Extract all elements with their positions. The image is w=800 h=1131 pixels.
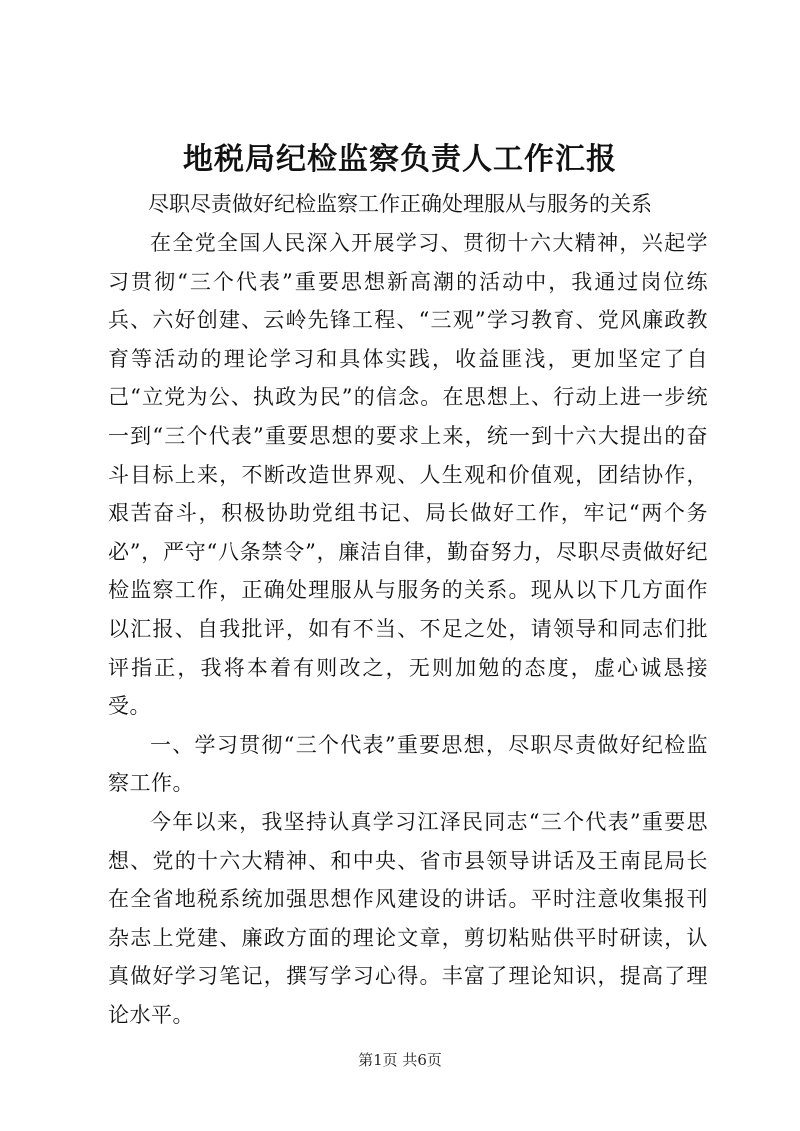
document-body bbox=[108, 224, 708, 1034]
document-subtitle: 尽职尽责做好纪检监察工作正确处理服从与服务的关系 bbox=[148, 192, 652, 216]
document-title: 地税局纪检监察负责人工作汇报 bbox=[183, 142, 617, 177]
section-heading-paragraph: 一、学习贯彻“三个代表”重要思想，尽职尽责做好纪检监察工作。 bbox=[108, 732, 708, 796]
page-number-footer: 第1页 共6页 bbox=[358, 1051, 442, 1069]
body-paragraph: 今年以来，我坚持认真学习江泽民同志“三个代表”重要思想、党的十六大精神、和中央、省市县领导讲话及王南昆局长在全省地税系统加强思想作风建设的讲话。平时注意收集报刊杂志上党建、廉政方面的理论文章，剪切粘贴供平时研读，认真做好学习笔记，撰写学习心得。丰富了理论知识，提高了理论水平。 bbox=[108, 809, 708, 1027]
body-paragraph: 在全党全国人民深入开展学习、贯彻十六大精神，兴起学习贯彻“三个代表”重要思想新高潮的活动中，我通过岗位练兵、六好创建、云岭先锋工程、“三观”学习教育、党风廉政教育等活动的理论学习和具体实践，收益匪浅，更加坚定了自己“立党为公、执政为民”的信念。在思想上、行动上进一步统一到“三个代表”重要思想的要求上来，统一到十六大提出的奋斗目标上来，不断改造世界观、人生观和价值观，团结协作，艰苦奋斗，积极协助党组书记、局长做好工作，牢记“两个务必”，严守“八条禁令”，廉洁自律，勤奋努力，尽职尽责做好纪检监察工作，正确处理服从与服务的关系。现从以下几方面作以汇报、自我批评，如有不当、不足之处，请领导和同志们批评指正，我将本着有则改之，无则加勉的态度，虚心诚恳接受。 bbox=[108, 231, 708, 719]
